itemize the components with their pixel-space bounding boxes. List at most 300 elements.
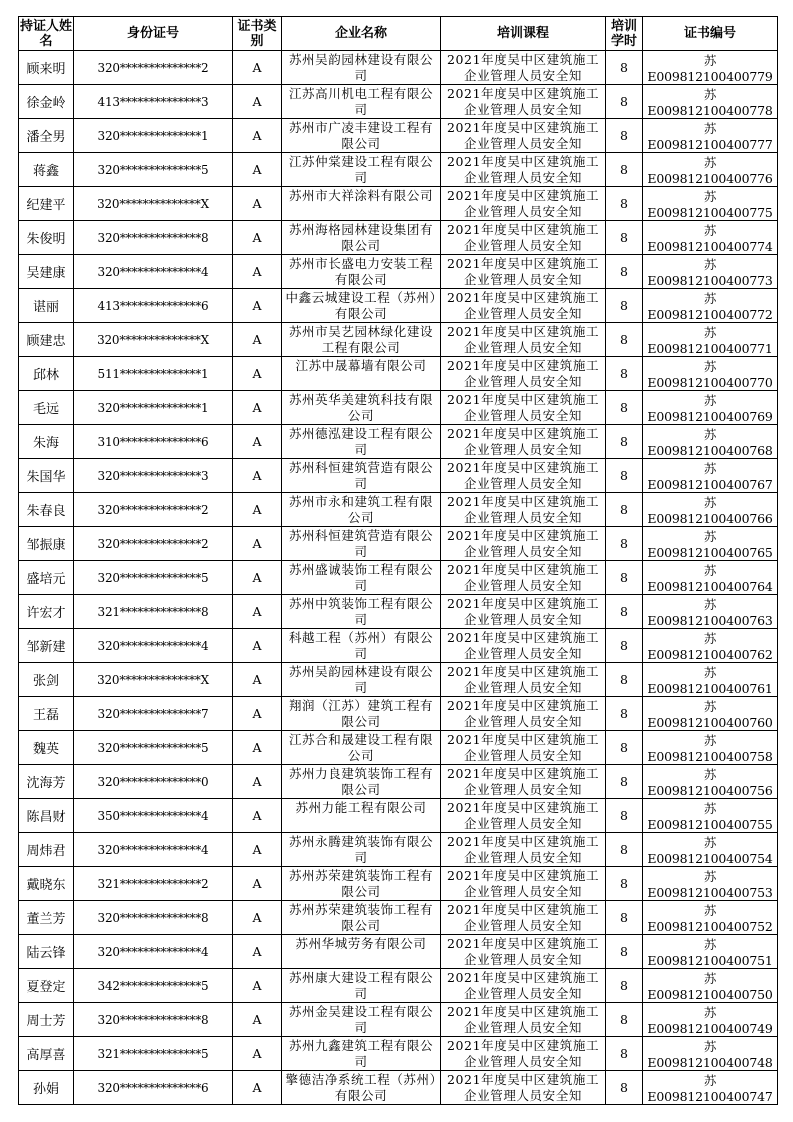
header-course: 培训课程: [441, 17, 606, 51]
course-cell: [441, 561, 606, 595]
cert-number-cell: 苏E009812100400770: [643, 357, 778, 391]
hours-cell: 8: [606, 867, 643, 901]
course-cell-text: 2021年度吴中区建筑施工企业管理人员安全知: [446, 187, 600, 219]
company-cell: [282, 51, 441, 85]
id-number-cell: 321**************8: [74, 595, 233, 629]
hours-cell: 8: [606, 85, 643, 119]
holder-name-cell: 张剑: [19, 663, 74, 697]
company-cell: [282, 595, 441, 629]
company-cell-text: 苏州海格园林建设集团有限公司: [288, 221, 434, 253]
course-cell-text: 2021年度吴中区建筑施工企业管理人员安全知: [446, 867, 600, 899]
hours-cell: 8: [606, 833, 643, 867]
cert-type-cell: A: [233, 425, 282, 459]
course-cell: [441, 969, 606, 1003]
holder-name-cell: 许宏才: [19, 595, 74, 629]
company-cell-text: 江苏中晟幕墙有限公司: [295, 357, 427, 373]
course-cell-text: 2021年度吴中区建筑施工企业管理人员安全知: [446, 255, 600, 287]
course-cell-text: 2021年度吴中区建筑施工企业管理人员安全知: [446, 527, 600, 559]
id-number-cell: 320**************2: [74, 51, 233, 85]
table-row: [19, 153, 778, 187]
company-cell-text: 苏州市吴艺园林绿化建设工程有限公司: [288, 323, 434, 355]
course-cell-text: 2021年度吴中区建筑施工企业管理人员安全知: [446, 697, 600, 729]
course-cell: [441, 391, 606, 425]
hours-cell: 8: [606, 527, 643, 561]
company-cell: [282, 391, 441, 425]
company-cell: [282, 357, 441, 391]
course-cell: [441, 697, 606, 731]
course-cell: [441, 221, 606, 255]
table-row: [19, 323, 778, 357]
hours-cell: 8: [606, 561, 643, 595]
company-cell: [282, 323, 441, 357]
table-row: [19, 1071, 778, 1105]
course-cell-text: 2021年度吴中区建筑施工企业管理人员安全知: [446, 425, 600, 457]
cert-number-cell: 苏E009812100400751: [643, 935, 778, 969]
cert-type-cell: A: [233, 153, 282, 187]
cert-number-cell: 苏E009812100400750: [643, 969, 778, 1003]
id-number-cell: 320**************7: [74, 697, 233, 731]
id-number-cell: 320**************X: [74, 663, 233, 697]
header-cert-type: 证书类别: [233, 17, 282, 51]
course-cell-text: 2021年度吴中区建筑施工企业管理人员安全知: [446, 935, 600, 967]
cert-type-cell: A: [233, 595, 282, 629]
cert-type-cell: A: [233, 493, 282, 527]
holder-name-cell: 周炜君: [19, 833, 74, 867]
id-number-cell: 320**************1: [74, 391, 233, 425]
course-cell: [441, 51, 606, 85]
course-cell: [441, 901, 606, 935]
course-cell: [441, 289, 606, 323]
company-cell-text: 苏州市广凌丰建设工程有限公司: [288, 119, 434, 151]
holder-name-cell: 沈海芳: [19, 765, 74, 799]
id-number-cell: 413**************3: [74, 85, 233, 119]
holder-name-cell: 高厚喜: [19, 1037, 74, 1071]
course-cell-text: 2021年度吴中区建筑施工企业管理人员安全知: [446, 221, 600, 253]
company-cell: [282, 561, 441, 595]
course-cell-text: 2021年度吴中区建筑施工企业管理人员安全知: [446, 119, 600, 151]
course-cell-text: 2021年度吴中区建筑施工企业管理人员安全知: [446, 833, 600, 865]
course-cell-text: 2021年度吴中区建筑施工企业管理人员安全知: [446, 459, 600, 491]
table-row: [19, 221, 778, 255]
company-cell-text: 江苏仲棠建设工程有限公司: [288, 153, 434, 185]
holder-name-cell: 朱海: [19, 425, 74, 459]
cert-number-cell: 苏E009812100400767: [643, 459, 778, 493]
company-cell: [282, 119, 441, 153]
course-cell-text: 2021年度吴中区建筑施工企业管理人员安全知: [446, 561, 600, 593]
header-company: 企业名称: [282, 17, 441, 51]
course-cell: [441, 731, 606, 765]
id-number-cell: 350**************4: [74, 799, 233, 833]
cert-type-cell: A: [233, 1071, 282, 1105]
id-number-cell: 320**************3: [74, 459, 233, 493]
table-row: [19, 799, 778, 833]
cert-number-cell: 苏E009812100400748: [643, 1037, 778, 1071]
cert-type-cell: A: [233, 561, 282, 595]
company-cell-text: 苏州盛诚装饰工程有限公司: [288, 561, 434, 593]
company-cell: [282, 1071, 441, 1105]
cert-type-cell: A: [233, 731, 282, 765]
cert-number-cell: 苏E009812100400776: [643, 153, 778, 187]
cert-type-cell: A: [233, 697, 282, 731]
cert-number-cell: 苏E009812100400769: [643, 391, 778, 425]
cert-number-cell: 苏E009812100400753: [643, 867, 778, 901]
course-cell: [441, 357, 606, 391]
course-cell-text: 2021年度吴中区建筑施工企业管理人员安全知: [446, 85, 600, 117]
company-cell: [282, 935, 441, 969]
hours-cell: 8: [606, 119, 643, 153]
company-cell-text: 苏州市永和建筑工程有限公司: [288, 493, 434, 525]
id-number-cell: 320**************5: [74, 731, 233, 765]
course-cell-text: 2021年度吴中区建筑施工企业管理人员安全知: [446, 799, 600, 831]
table-row: [19, 663, 778, 697]
company-cell-text: 苏州吴韵园林建设有限公司: [288, 663, 434, 695]
cert-number-cell: 苏E009812100400763: [643, 595, 778, 629]
holder-name-cell: 蒋鑫: [19, 153, 74, 187]
hours-cell: 8: [606, 391, 643, 425]
hours-cell: 8: [606, 935, 643, 969]
company-cell: [282, 765, 441, 799]
id-number-cell: 320**************8: [74, 1003, 233, 1037]
table-row: [19, 1037, 778, 1071]
id-number-cell: 320**************4: [74, 255, 233, 289]
cert-number-cell: 苏E009812100400754: [643, 833, 778, 867]
id-number-cell: 320**************4: [74, 833, 233, 867]
table-row: [19, 901, 778, 935]
table-row: [19, 765, 778, 799]
holder-name-cell: 董兰芳: [19, 901, 74, 935]
course-cell-text: 2021年度吴中区建筑施工企业管理人员安全知: [446, 765, 600, 797]
course-cell: [441, 1037, 606, 1071]
company-cell: [282, 255, 441, 289]
company-cell: [282, 289, 441, 323]
certificate-table-container: [18, 16, 777, 1105]
course-cell: [441, 459, 606, 493]
id-number-cell: 320**************4: [74, 629, 233, 663]
company-cell: [282, 221, 441, 255]
cert-type-cell: A: [233, 221, 282, 255]
table-row: [19, 357, 778, 391]
course-cell-text: 2021年度吴中区建筑施工企业管理人员安全知: [446, 1037, 600, 1069]
company-cell: [282, 493, 441, 527]
course-cell: [441, 663, 606, 697]
cert-type-cell: A: [233, 629, 282, 663]
course-cell-text: 2021年度吴中区建筑施工企业管理人员安全知: [446, 153, 600, 185]
company-cell: [282, 697, 441, 731]
company-cell-text: 江苏合和晟建设工程有限公司: [288, 731, 434, 763]
company-cell-text: 苏州华城劳务有限公司: [295, 935, 427, 951]
course-cell: [441, 833, 606, 867]
id-number-cell: 320**************1: [74, 119, 233, 153]
cert-type-cell: A: [233, 357, 282, 391]
course-cell-text: 2021年度吴中区建筑施工企业管理人员安全知: [446, 391, 600, 423]
id-number-cell: 310**************6: [74, 425, 233, 459]
cert-type-cell: A: [233, 289, 282, 323]
company-cell: [282, 459, 441, 493]
cert-number-cell: 苏E009812100400772: [643, 289, 778, 323]
company-cell: [282, 731, 441, 765]
cert-number-cell: 苏E009812100400758: [643, 731, 778, 765]
course-cell-text: 2021年度吴中区建筑施工企业管理人员安全知: [446, 289, 600, 321]
cert-number-cell: 苏E009812100400764: [643, 561, 778, 595]
cert-number-cell: 苏E009812100400760: [643, 697, 778, 731]
cert-number-cell: 苏E009812100400779: [643, 51, 778, 85]
cert-type-cell: A: [233, 799, 282, 833]
company-cell-text: 翔润（江苏）建筑工程有限公司: [288, 697, 434, 729]
header-hours: 培训学时: [606, 17, 643, 51]
holder-name-cell: 盛培元: [19, 561, 74, 595]
id-number-cell: 320**************2: [74, 493, 233, 527]
id-number-cell: 320**************0: [74, 765, 233, 799]
table-row: [19, 595, 778, 629]
table-row: [19, 561, 778, 595]
cert-number-cell: 苏E009812100400774: [643, 221, 778, 255]
holder-name-cell: 王磊: [19, 697, 74, 731]
cert-type-cell: A: [233, 255, 282, 289]
company-cell: [282, 901, 441, 935]
id-number-cell: 320**************6: [74, 1071, 233, 1105]
hours-cell: 8: [606, 187, 643, 221]
hours-cell: 8: [606, 629, 643, 663]
id-number-cell: 320**************2: [74, 527, 233, 561]
company-cell: [282, 867, 441, 901]
header-id-number: 身份证号: [74, 17, 233, 51]
company-cell-text: 苏州力能工程有限公司: [295, 799, 427, 815]
hours-cell: 8: [606, 493, 643, 527]
holder-name-cell: 顾建忠: [19, 323, 74, 357]
company-cell-text: 苏州市大祥涂料有限公司: [288, 187, 434, 203]
hours-cell: 8: [606, 731, 643, 765]
company-cell-text: 苏州苏荣建筑装饰工程有限公司: [288, 901, 434, 933]
hours-cell: 8: [606, 289, 643, 323]
cert-type-cell: A: [233, 901, 282, 935]
hours-cell: 8: [606, 799, 643, 833]
course-cell: [441, 119, 606, 153]
company-cell-text: 苏州科恒建筑营造有限公司: [288, 527, 434, 559]
table-row: [19, 629, 778, 663]
table-row: [19, 731, 778, 765]
company-cell-text: 苏州中筑装饰工程有限公司: [288, 595, 434, 627]
cert-number-cell: 苏E009812100400749: [643, 1003, 778, 1037]
cert-type-cell: A: [233, 85, 282, 119]
id-number-cell: 320**************5: [74, 561, 233, 595]
course-cell: [441, 255, 606, 289]
table-row: [19, 187, 778, 221]
company-cell-text: 苏州力良建筑装饰工程有限公司: [288, 765, 434, 797]
company-cell-text: 江苏高川机电工程有限公司: [288, 85, 434, 117]
table-row: [19, 85, 778, 119]
cert-number-cell: 苏E009812100400762: [643, 629, 778, 663]
cert-type-cell: A: [233, 867, 282, 901]
cert-number-cell: 苏E009812100400761: [643, 663, 778, 697]
company-cell-text: 苏州吴韵园林建设有限公司: [288, 51, 434, 83]
holder-name-cell: 朱春良: [19, 493, 74, 527]
cert-type-cell: A: [233, 51, 282, 85]
company-cell: [282, 187, 441, 221]
course-cell-text: 2021年度吴中区建筑施工企业管理人员安全知: [446, 323, 600, 355]
course-cell-text: 2021年度吴中区建筑施工企业管理人员安全知: [446, 493, 600, 525]
id-number-cell: 321**************2: [74, 867, 233, 901]
hours-cell: 8: [606, 459, 643, 493]
company-cell: [282, 1003, 441, 1037]
table-row: [19, 119, 778, 153]
company-cell-text: 苏州科恒建筑营造有限公司: [288, 459, 434, 491]
cert-type-cell: A: [233, 391, 282, 425]
hours-cell: 8: [606, 1003, 643, 1037]
course-cell: [441, 765, 606, 799]
holder-name-cell: 邱林: [19, 357, 74, 391]
cert-type-cell: A: [233, 1037, 282, 1071]
company-cell-text: 苏州九鑫建筑工程有限公司: [288, 1037, 434, 1069]
holder-name-cell: 陈昌财: [19, 799, 74, 833]
course-cell-text: 2021年度吴中区建筑施工企业管理人员安全知: [446, 1071, 600, 1103]
holder-name-cell: 戴晓东: [19, 867, 74, 901]
holder-name-cell: 陆云锋: [19, 935, 74, 969]
cert-number-cell: 苏E009812100400768: [643, 425, 778, 459]
company-cell: [282, 629, 441, 663]
company-cell-text: 科越工程（苏州）有限公司: [288, 629, 434, 661]
course-cell-text: 2021年度吴中区建筑施工企业管理人员安全知: [446, 969, 600, 1001]
holder-name-cell: 吴建康: [19, 255, 74, 289]
id-number-cell: 320**************X: [74, 187, 233, 221]
table-row: [19, 1003, 778, 1037]
holder-name-cell: 顾来明: [19, 51, 74, 85]
company-cell-text: 苏州市长盛电力安装工程有限公司: [288, 255, 434, 287]
cert-type-cell: A: [233, 323, 282, 357]
course-cell: [441, 799, 606, 833]
company-cell: [282, 663, 441, 697]
id-number-cell: 321**************5: [74, 1037, 233, 1071]
cert-type-cell: A: [233, 935, 282, 969]
cert-number-cell: 苏E009812100400777: [643, 119, 778, 153]
course-cell: [441, 1071, 606, 1105]
certificate-table: [18, 16, 778, 1105]
holder-name-cell: 朱俊明: [19, 221, 74, 255]
company-cell-text: 苏州德泓建设工程有限公司: [288, 425, 434, 457]
company-cell: [282, 425, 441, 459]
table-row: [19, 425, 778, 459]
company-cell-text: 苏州金吴建设工程有限公司: [288, 1003, 434, 1035]
hours-cell: 8: [606, 221, 643, 255]
course-cell: [441, 187, 606, 221]
cert-number-cell: 苏E009812100400771: [643, 323, 778, 357]
company-cell-text: 擎德洁净系统工程（苏州）有限公司: [285, 1071, 437, 1103]
hours-cell: 8: [606, 1071, 643, 1105]
holder-name-cell: 周士芳: [19, 1003, 74, 1037]
table-row: [19, 51, 778, 85]
company-cell-text: 苏州康大建设工程有限公司: [288, 969, 434, 1001]
cert-type-cell: A: [233, 187, 282, 221]
id-number-cell: 320**************8: [74, 221, 233, 255]
holder-name-cell: 夏登定: [19, 969, 74, 1003]
table-row: [19, 833, 778, 867]
holder-name-cell: 徐金岭: [19, 85, 74, 119]
course-cell: [441, 1003, 606, 1037]
hours-cell: 8: [606, 323, 643, 357]
cert-type-cell: A: [233, 119, 282, 153]
course-cell-text: 2021年度吴中区建筑施工企业管理人员安全知: [446, 629, 600, 661]
hours-cell: 8: [606, 357, 643, 391]
company-cell: [282, 1037, 441, 1071]
table-row: [19, 289, 778, 323]
holder-name-cell: 邹新建: [19, 629, 74, 663]
table-row: [19, 867, 778, 901]
course-cell: [441, 493, 606, 527]
holder-name-cell: 朱国华: [19, 459, 74, 493]
course-cell: [441, 867, 606, 901]
hours-cell: 8: [606, 425, 643, 459]
id-number-cell: 511**************1: [74, 357, 233, 391]
id-number-cell: 342**************5: [74, 969, 233, 1003]
course-cell-text: 2021年度吴中区建筑施工企业管理人员安全知: [446, 901, 600, 933]
cert-type-cell: A: [233, 527, 282, 561]
company-cell: [282, 833, 441, 867]
hours-cell: 8: [606, 255, 643, 289]
cert-number-cell: 苏E009812100400778: [643, 85, 778, 119]
holder-name-cell: 谌丽: [19, 289, 74, 323]
cert-type-cell: A: [233, 969, 282, 1003]
cert-type-cell: A: [233, 663, 282, 697]
holder-name-cell: 潘全男: [19, 119, 74, 153]
company-cell-text: 中鑫云城建设工程（苏州）有限公司: [285, 289, 437, 321]
header-row: [19, 17, 778, 51]
course-cell: [441, 425, 606, 459]
course-cell: [441, 323, 606, 357]
company-cell: [282, 527, 441, 561]
hours-cell: 8: [606, 765, 643, 799]
cert-number-cell: 苏E009812100400775: [643, 187, 778, 221]
holder-name-cell: 毛远: [19, 391, 74, 425]
id-number-cell: 320**************8: [74, 901, 233, 935]
id-number-cell: 320**************5: [74, 153, 233, 187]
cert-number-cell: 苏E009812100400773: [643, 255, 778, 289]
company-cell-text: 苏州永腾建筑装饰有限公司: [288, 833, 434, 865]
course-cell: [441, 85, 606, 119]
hours-cell: 8: [606, 51, 643, 85]
course-cell-text: 2021年度吴中区建筑施工企业管理人员安全知: [446, 51, 600, 83]
cert-type-cell: A: [233, 765, 282, 799]
cert-type-cell: A: [233, 459, 282, 493]
holder-name-cell: 孙娟: [19, 1071, 74, 1105]
course-cell: [441, 935, 606, 969]
course-cell: [441, 527, 606, 561]
company-cell: [282, 799, 441, 833]
cert-type-cell: A: [233, 1003, 282, 1037]
table-body: [19, 51, 778, 1105]
id-number-cell: 320**************X: [74, 323, 233, 357]
course-cell-text: 2021年度吴中区建筑施工企业管理人员安全知: [446, 357, 600, 389]
company-cell: [282, 85, 441, 119]
course-cell: [441, 153, 606, 187]
table-row: [19, 391, 778, 425]
cert-number-cell: 苏E009812100400765: [643, 527, 778, 561]
id-number-cell: 413**************6: [74, 289, 233, 323]
table-row: [19, 969, 778, 1003]
course-cell-text: 2021年度吴中区建筑施工企业管理人员安全知: [446, 663, 600, 695]
cert-number-cell: 苏E009812100400752: [643, 901, 778, 935]
id-number-cell: 320**************4: [74, 935, 233, 969]
table-row: [19, 459, 778, 493]
course-cell-text: 2021年度吴中区建筑施工企业管理人员安全知: [446, 1003, 600, 1035]
company-cell: [282, 969, 441, 1003]
course-cell: [441, 595, 606, 629]
hours-cell: 8: [606, 663, 643, 697]
cert-number-cell: 苏E009812100400766: [643, 493, 778, 527]
holder-name-cell: 纪建平: [19, 187, 74, 221]
hours-cell: 8: [606, 595, 643, 629]
header-cert-number: 证书编号: [643, 17, 778, 51]
table-row: [19, 493, 778, 527]
cert-number-cell: 苏E009812100400747: [643, 1071, 778, 1105]
